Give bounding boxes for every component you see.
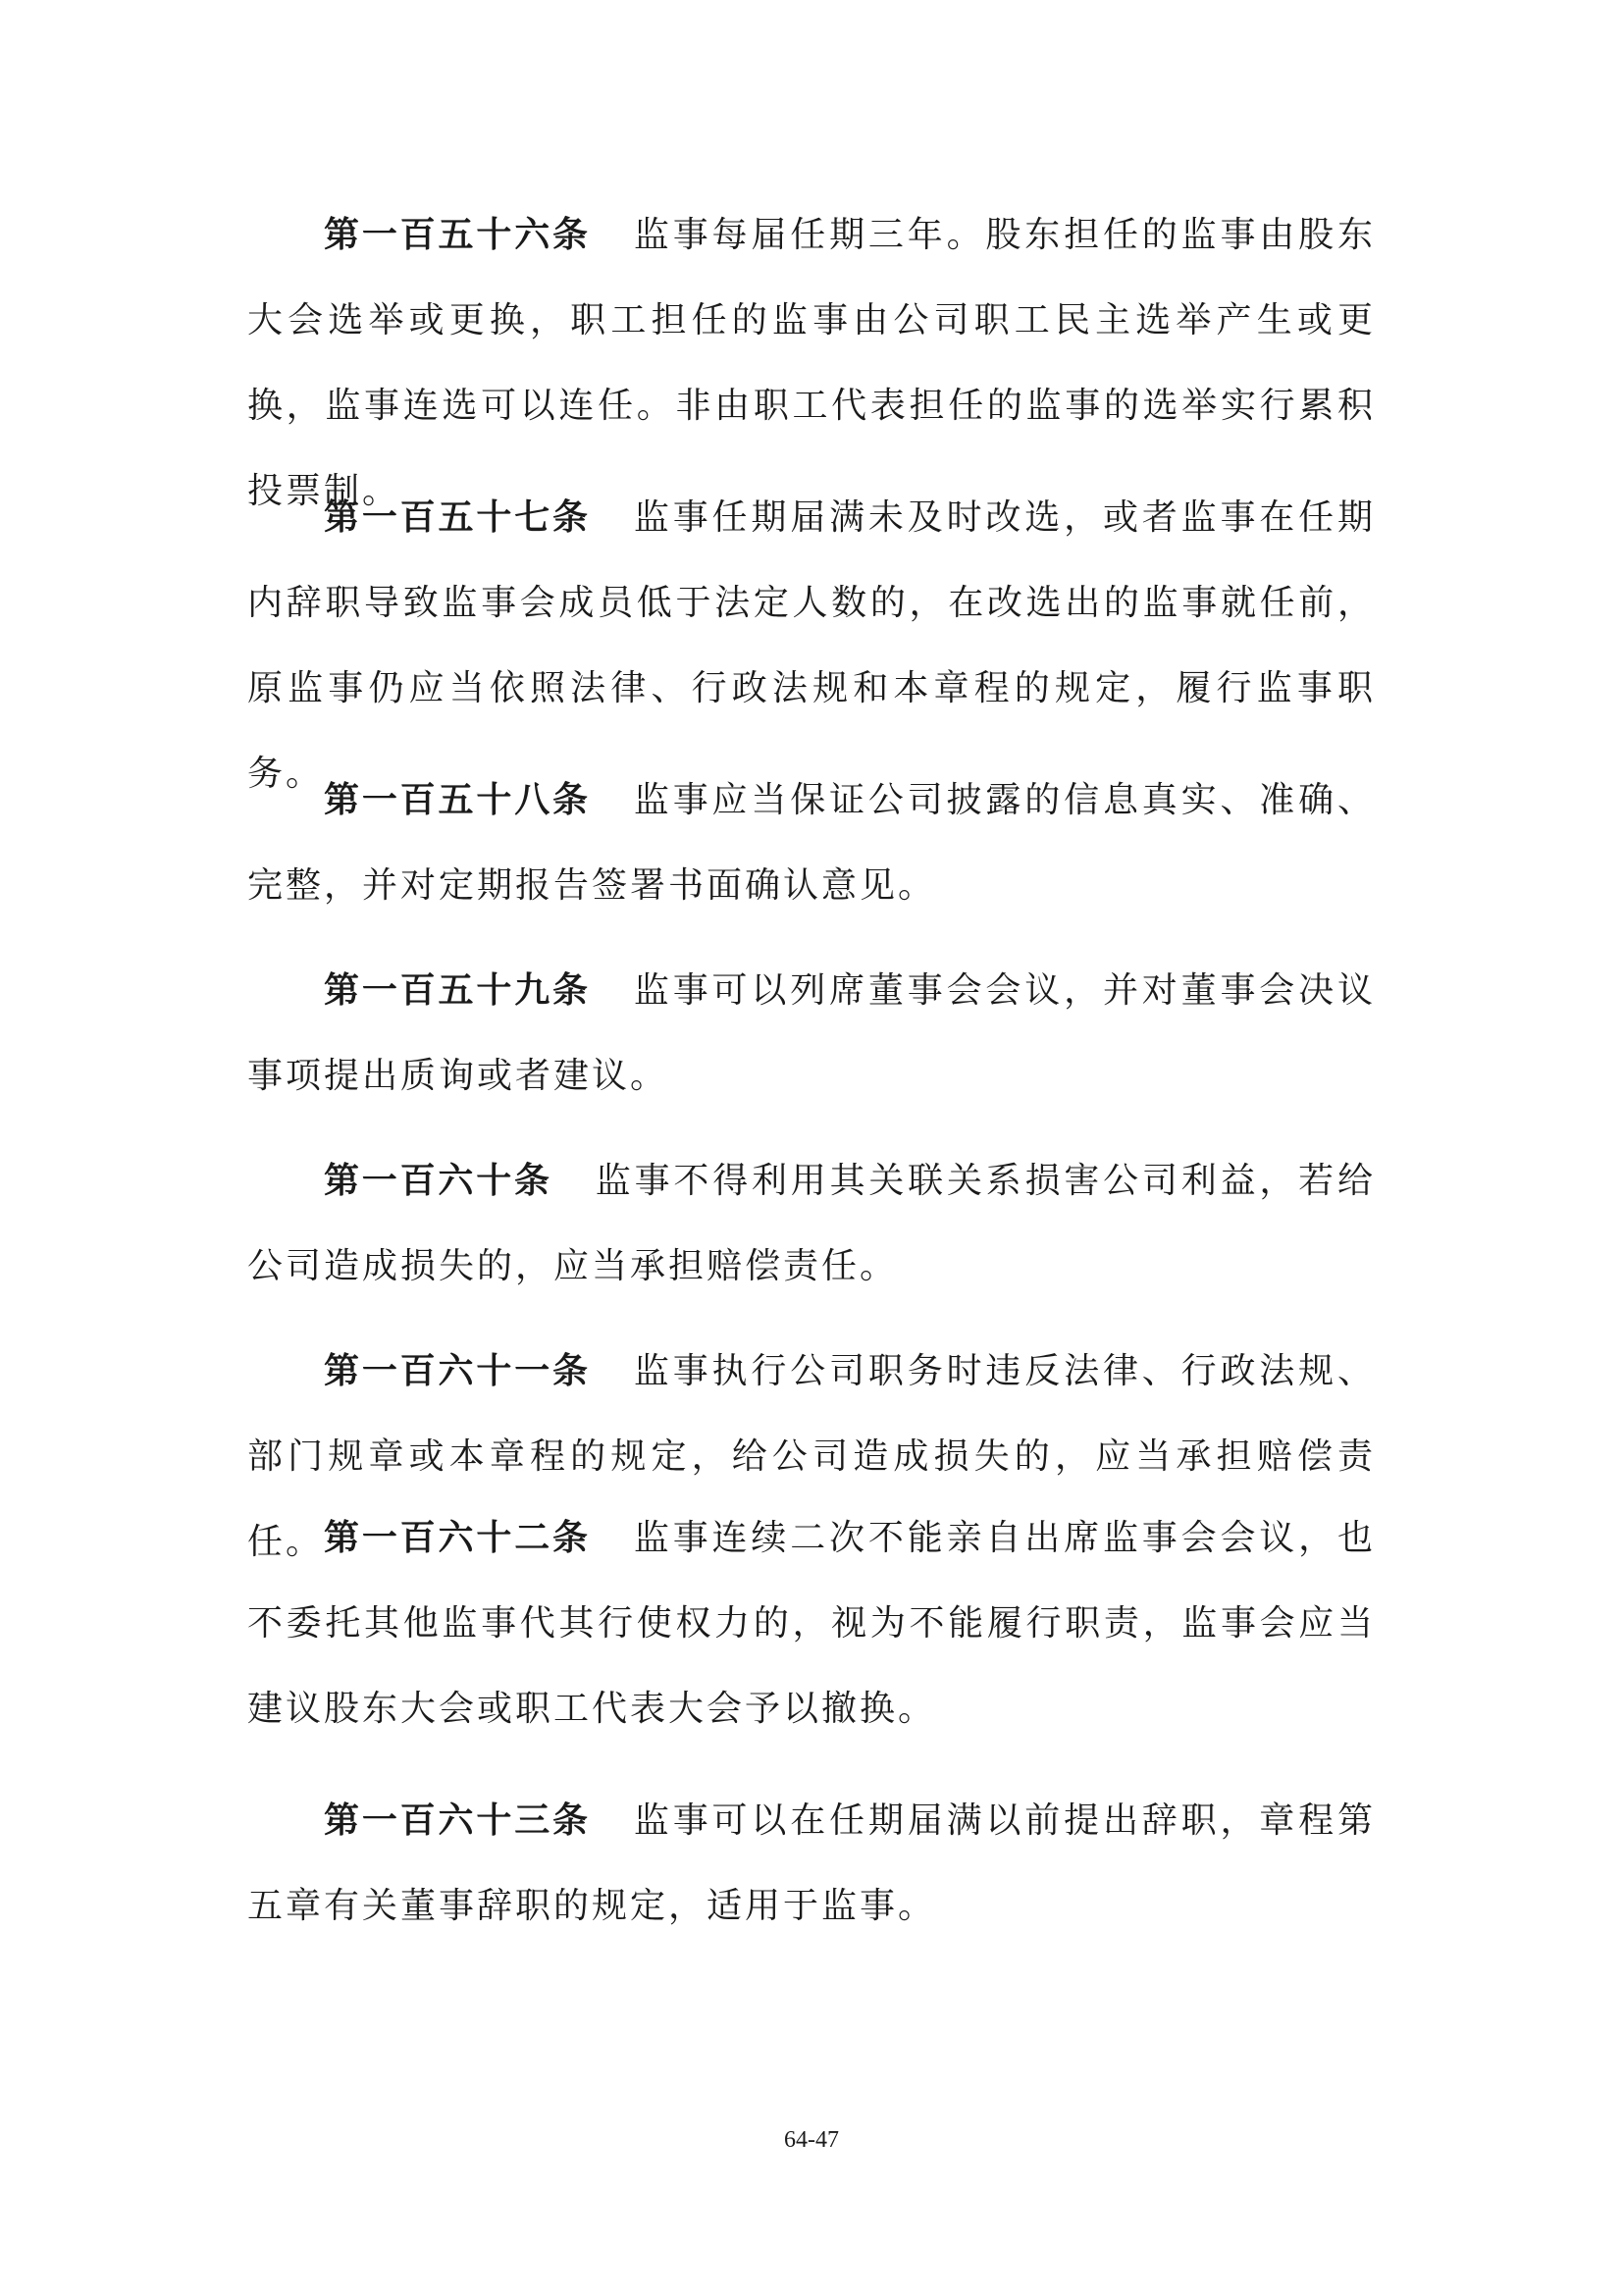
article-text: 监事任期届满未及时改选，或者监事在任期内辞职导致监事会成员低于法定人数的，在改选出的监事就任前，原监事仍应当依照法律、行政法规和本章程的规定，履行监事职务。 <box>247 497 1376 794</box>
article-number: 第一百五十八条 <box>324 780 591 820</box>
article-number: 第一百五十九条 <box>324 970 591 1011</box>
article-text: 监事每届任期三年。股东担任的监事由股东大会选举或更换，职工担任的监事由公司职工民主选举产生或更换，监事连选可以连任。非由职工代表担任的监事的选举实行累积投票制。 <box>247 215 1376 511</box>
article-158 <box>247 757 1376 928</box>
article-text: 监事可以在任期届满以前提出辞职，章程第五章有关董事辞职的规定，适用于监事。 <box>247 1800 1376 1926</box>
article-number: 第一百六十三条 <box>324 1800 591 1841</box>
article-text: 监事可以列席董事会会议，并对董事会决议事项提出质询或者建议。 <box>247 970 1376 1096</box>
article-163 <box>247 1778 1376 1949</box>
article-number: 第一百五十六条 <box>324 215 591 255</box>
article-number: 第一百六十条 <box>324 1161 552 1201</box>
article-162 <box>247 1495 1376 1751</box>
article-number: 第一百六十二条 <box>324 1518 591 1558</box>
page-number: 64-47 <box>784 2127 839 2153</box>
article-number: 第一百六十一条 <box>324 1351 591 1391</box>
article-160 <box>247 1138 1376 1309</box>
article-text: 监事执行公司职务时违反法律、行政法规、部门规章或本章程的规定，给公司造成损失的，应当承担赔偿责任。 <box>247 1351 1376 1562</box>
article-number: 第一百五十七条 <box>324 497 591 538</box>
article-text: 监事连续二次不能亲自出席监事会会议，也不委托其他监事代其行使权力的，视为不能履行职责，监事会应当建议股东大会或职工代表大会予以撤换。 <box>247 1518 1376 1729</box>
article-text: 监事应当保证公司披露的信息真实、准确、完整，并对定期报告签署书面确认意见。 <box>247 780 1376 906</box>
article-text: 监事不得利用其关联关系损害公司利益，若给公司造成损失的，应当承担赔偿责任。 <box>247 1161 1376 1286</box>
article-159 <box>247 948 1376 1119</box>
